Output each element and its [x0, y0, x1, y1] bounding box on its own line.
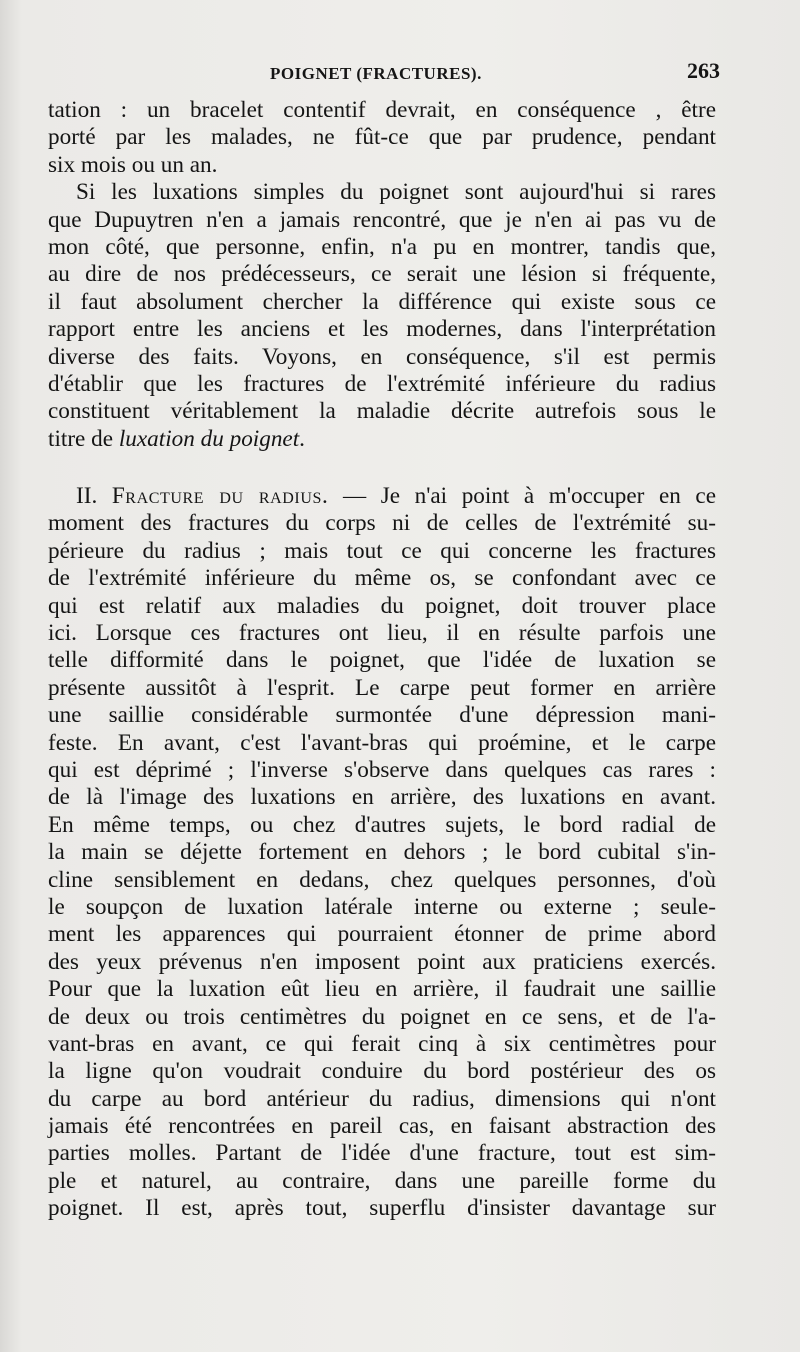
text-line: diverse des faits. Voyons, en conséquence, s'il est permis — [48, 343, 716, 370]
text-line: tation : un bracelet contentif devrait, en conséquence , être — [48, 97, 716, 123]
body-text — [48, 97, 716, 1223]
section-number: II. — [76, 483, 112, 510]
text-line: une saillie considérable surmontée d'une dépression mani- — [48, 702, 716, 729]
text-line: porté par les malades, ne fût-ce que par prudence, pendant — [48, 124, 716, 151]
running-head: POIGNET (FRACTURES). — [270, 64, 482, 83]
text-line: poignet. Il est, après tout, superflu d'insister davantage sur — [48, 1195, 716, 1222]
text-line: ici. Lorsque ces fractures ont lieu, il en résulte parfois une — [48, 620, 716, 647]
text-line: feste. En avant, c'est l'avant-bras qui proémine, et le carpe — [48, 729, 716, 756]
text-line: jamais été rencontrées en pareil cas, en faisant abstraction des — [48, 1113, 716, 1140]
text-line: périeure du radius ; mais tout ce qui concerne les fractures — [48, 537, 716, 564]
text-line: vant-bras en avant, ce qui ferait cinq à six centimètres pour — [48, 1030, 716, 1057]
text-line: mon côté, que personne, enfin, n'a pu en montrer, tandis que, — [48, 233, 716, 260]
page-header — [48, 58, 720, 88]
text-line: la ligne qu'on voudrait conduire du bord postérieur des os — [48, 1058, 716, 1085]
line-text: . — [299, 425, 305, 452]
section-title: Fracture du radius. — [111, 483, 329, 510]
page-number: 263 — [687, 58, 720, 83]
text-line: rapport entre les anciens et les modernes, dans l'interprétation — [48, 316, 716, 343]
line-text: titre de — [48, 425, 119, 452]
text-line: qui est déprimé ; l'inverse s'observe dans quelques cas rares : — [48, 756, 716, 783]
text-line: de deux ou trois centimètres du poignet en ce sens, et de l'a- — [48, 1003, 716, 1030]
text-line: ple et naturel, au contraire, dans une pareille forme du — [48, 1167, 716, 1194]
text-line: ment les apparences qui pourraient étonner de prime abord — [48, 921, 716, 948]
paragraph-gap — [48, 453, 716, 483]
text-line: que Dupuytren n'en a jamais rencontré, que je n'en ai pas vu de — [48, 206, 716, 233]
text-line — [48, 426, 716, 453]
text-line: il faut absolument chercher la différence qui existe sous ce — [48, 288, 716, 315]
text-line: telle difformité dans le poignet, que l'idée de luxation se — [48, 647, 716, 674]
text-line: parties molles. Partant de l'idée d'une fracture, tout est sim- — [48, 1140, 716, 1167]
text-line: Si les luxations simples du poignet sont aujourd'hui si rares — [76, 179, 716, 206]
text-line: constituent véritablement la maladie décrite autrefois sous le — [48, 398, 716, 425]
text-line: six mois ou un an. — [48, 151, 218, 178]
text-line: présente aussitôt à l'esprit. Le carpe peut former en arrière — [48, 674, 716, 701]
section-heading-line — [48, 483, 716, 510]
text-line: au dire de nos prédécesseurs, ce serait une lésion si fréquente, — [48, 261, 716, 288]
text-line: En même temps, ou chez d'autres sujets, le bord radial de — [48, 811, 716, 838]
text-line: du carpe au bord antérieur du radius, dimensions qui n'ont — [48, 1085, 716, 1112]
text-line: cline sensiblement en dedans, chez quelques personnes, d'où — [48, 866, 716, 893]
text-line: de là l'image des luxations en arrière, des luxations en avant. — [48, 784, 716, 811]
italic-phrase: luxation du poignet — [118, 425, 300, 452]
text-line: la main se déjette fortement en dehors ; le bord cubital s'in- — [48, 839, 716, 866]
text-line: Pour que la luxation eût lieu en arrière, il faudrait une saillie — [48, 976, 716, 1003]
text-line: moment des fractures du corps ni de celles de l'extrémité su- — [48, 510, 716, 537]
line-text: — Je n'ai point à m'occuper en ce — [328, 483, 717, 510]
text-line: qui est relatif aux maladies du poignet, doit trouver place — [48, 592, 716, 619]
text-line: d'établir que les fractures de l'extrémité inférieure du radius — [48, 370, 716, 397]
text-line: des yeux prévenus n'en imposent point aux praticiens exercés. — [48, 948, 716, 975]
text-line: de l'extrémité inférieure du même os, se confondant avec ce — [48, 565, 716, 592]
text-line: le soupçon de luxation latérale interne ou externe ; seule- — [48, 893, 716, 920]
